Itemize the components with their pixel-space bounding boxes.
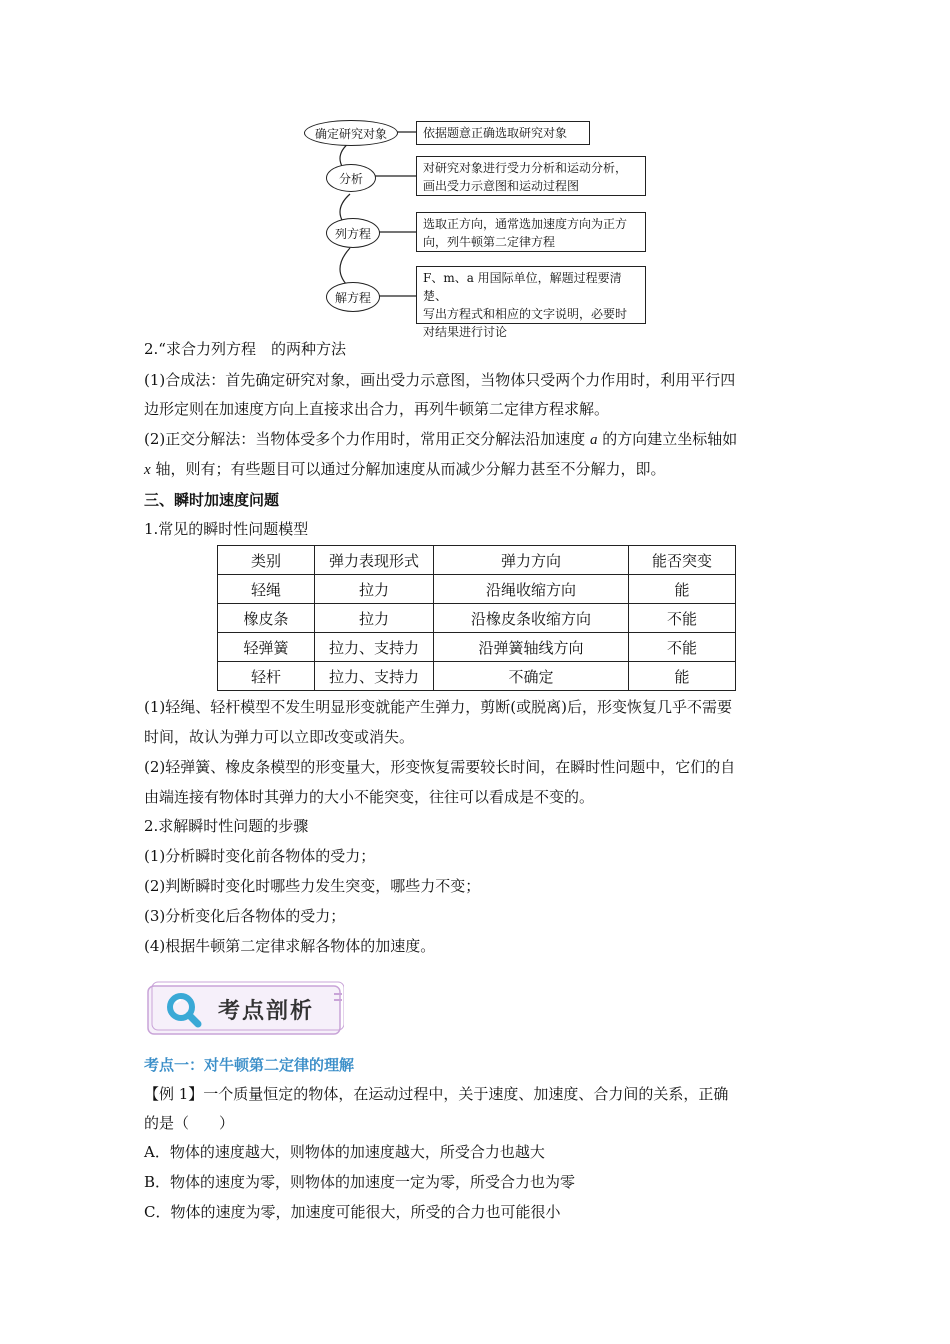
table-cell: 拉力 [315,604,434,633]
table-row [218,604,736,633]
note1-line2: 时间，故认为弹力可以立即改变或消失。 [144,728,415,746]
box-line: 对结果进行讨论 [423,325,508,339]
table-cell: 沿橡皮条收缩方向 [434,604,629,633]
table-cell: 不能 [629,633,736,662]
table-row [218,633,736,662]
table-cell: 能 [629,662,736,691]
table-row [218,575,736,604]
node-solve-equation: 解方程 [326,282,380,312]
table-cell: 橡皮条 [218,604,315,633]
box-line: 画出受力示意图和运动过程图 [423,179,580,193]
box-force-analysis [416,156,646,196]
table-cell: 能 [629,575,736,604]
step-item: (2)判断瞬时变化时哪些力发生突变，哪些力不变； [144,877,481,895]
node-analyze: 分析 [326,164,376,192]
kaodian-title: 考点一：对牛顿第二定律的理解 [144,1056,355,1074]
var-x: x [144,462,151,478]
method1-line2: 边形定则在加速度方向上直接求出合力，再列牛顿第二定律方程求解。 [144,400,610,418]
method2-line1 [144,428,737,451]
var-a: a [590,432,598,448]
solving-flowchart [296,112,656,339]
box-line: 对研究对象进行受力分析和运动分析， [423,161,628,175]
table-header: 类别 [218,546,315,575]
box-select-object [416,121,590,145]
table-cell: 轻绳 [218,575,315,604]
example-line2: 的是（ ） [144,1114,235,1132]
section3-heading: 三、瞬时加速度问题 [144,491,280,509]
table-cell: 轻弹簧 [218,633,315,662]
box-line: 依据题意正确选取研究对象 [423,126,568,140]
subheading-models: 1.常见的瞬时性问题模型 [144,520,309,538]
note1-line1: (1)轻绳、轻杆模型不发生明显形变就能产生弹力，剪断(或脱离)后，形变恢复几乎不需要 [144,698,732,716]
option-b: B．物体的速度为零，则物体的加速度一定为零，所受合力也为零 [144,1173,576,1191]
node-write-equation: 列方程 [326,218,380,248]
table-cell: 拉力、支持力 [315,633,434,662]
table-row [218,662,736,691]
method2-line2 [144,458,665,481]
magnifier-icon [164,990,204,1030]
method1-line1: (1)合成法：首先确定研究对象，画出受力示意图，当物体只受两个力作用时，利用平行四 [144,371,736,389]
box-line: 选取正方向，通常选加速度方向为正方 [423,217,628,231]
subheading-steps: 2.求解瞬时性问题的步骤 [144,817,309,835]
text: 轴，则有；有些题目可以通过分解加速度从而减少分解力甚至不分解力，即。 [150,460,666,478]
table-cell: 沿弹簧轴线方向 [434,633,629,662]
table-cell: 沿绳收缩方向 [434,575,629,604]
box-solve-process [416,266,646,339]
table-header: 能否突变 [629,546,736,575]
box-line: 向，列牛顿第二定律方程 [423,235,556,249]
kaodian-badge [146,980,344,1038]
table-cell: 拉力、支持力 [315,662,434,691]
text: (2)正交分解法：当物体受多个力作用时，常用正交分解法沿加速度 [144,430,591,448]
option-a: A．物体的速度越大，则物体的加速度越大，所受合力也越大 [144,1143,545,1161]
table-cell: 不确定 [434,662,629,691]
text: 的方向建立坐标轴如 [597,430,738,448]
step-item: (4)根据牛顿第二定律求解各物体的加速度。 [144,937,436,955]
step-item: (1)分析瞬时变化前各物体的受力； [144,847,376,865]
node-determine-object: 确定研究对象 [304,120,398,146]
table-cell: 轻杆 [218,662,315,691]
option-c: C．物体的速度为零，加速度可能很大，所受的合力也可能很小 [144,1203,561,1221]
table-header-row [218,546,736,575]
box-line: F、m、a 用国际单位，解题过程要清楚、 [423,271,622,303]
table-cell: 不能 [629,604,736,633]
box-choose-direction [416,212,646,252]
table-header: 弹力表现形式 [315,546,434,575]
section2-heading: 2.“求合力列方程 的两种方法 [144,340,346,358]
box-line: 写出方程式和相应的文字说明，必要时 [423,307,628,321]
note2-line2: 由端连接有物体时其弹力的大小不能突变，往往可以看成是不变的。 [144,788,595,806]
table-header: 弹力方向 [434,546,629,575]
badge-label: 考点剖析 [218,999,315,1024]
instantaneous-model-table [217,545,736,691]
example-line1: 【例 1】一个质量恒定的物体，在运动过程中，关于速度、加速度、合力间的关系，正确 [144,1085,729,1103]
table-cell: 拉力 [315,575,434,604]
note2-line1: (2)轻弹簧、橡皮条模型的形变量大，形变恢复需要较长时间，在瞬时性问题中，它们的自 [144,758,736,776]
step-item: (3)分析变化后各物体的受力； [144,907,346,925]
